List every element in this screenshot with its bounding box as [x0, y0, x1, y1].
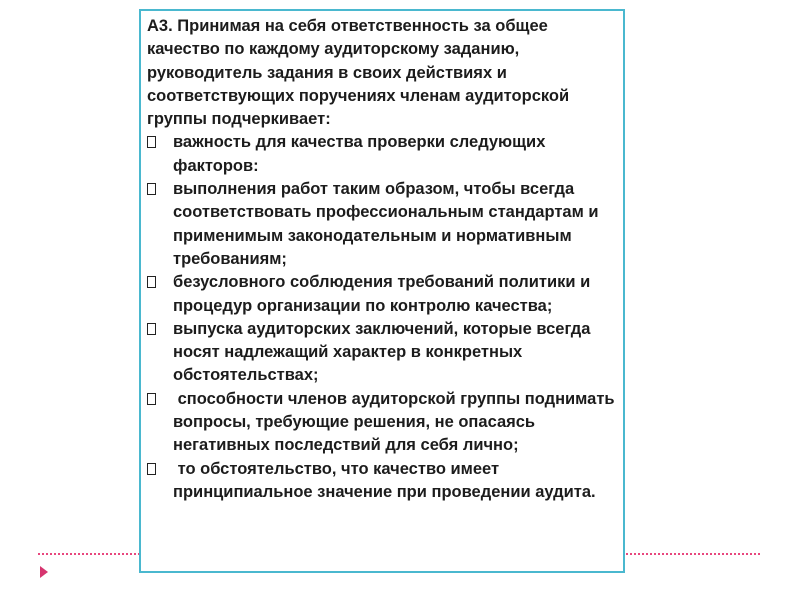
bullet-text: то обстоятельство, что качество имеет принципиальное значение при проведении аудита. [173, 459, 596, 501]
list-item [147, 178, 617, 271]
bullet-text: выполнения работ таким образом, чтобы всегда соответствовать профессиональным стандартам и применимым законодательным и нормативным требованиям; [173, 180, 604, 268]
checkbox-bullet-icon [147, 323, 156, 335]
checkbox-bullet-icon [147, 183, 156, 195]
list-item [147, 388, 620, 458]
triangle-arrow-icon [40, 566, 48, 578]
intro-paragraph: А3. Принимая на себя ответственность за общее качество по каждому аудиторскому заданию, руководитель задания в своих действиях и соответствующих поручениях членам аудиторской группы подчеркивает: [147, 17, 570, 129]
checkbox-bullet-icon [147, 136, 156, 148]
bullet-text: безусловного соблюдения требований политики и процедур организации по контролю качества; [173, 273, 595, 315]
bullet-text: важность для качества проверки следующих факторов: [173, 133, 550, 175]
list-item [147, 458, 617, 505]
bullet-text: выпуска аудиторских заключений, которые всегда носят надлежащий характер в конкретных обстоятельствах; [173, 319, 595, 385]
list-item [147, 271, 617, 318]
checkbox-bullet-icon [147, 463, 156, 475]
bullet-list [147, 131, 620, 504]
checkbox-bullet-icon [147, 276, 156, 288]
content-box [139, 9, 625, 573]
list-item [147, 318, 617, 388]
bullet-text: способности членов аудиторской группы поднимать вопросы, требующие решения, не опасаясь негативных последствий для себя лично; [173, 389, 620, 455]
checkbox-bullet-icon [147, 393, 156, 405]
list-item [147, 131, 617, 178]
